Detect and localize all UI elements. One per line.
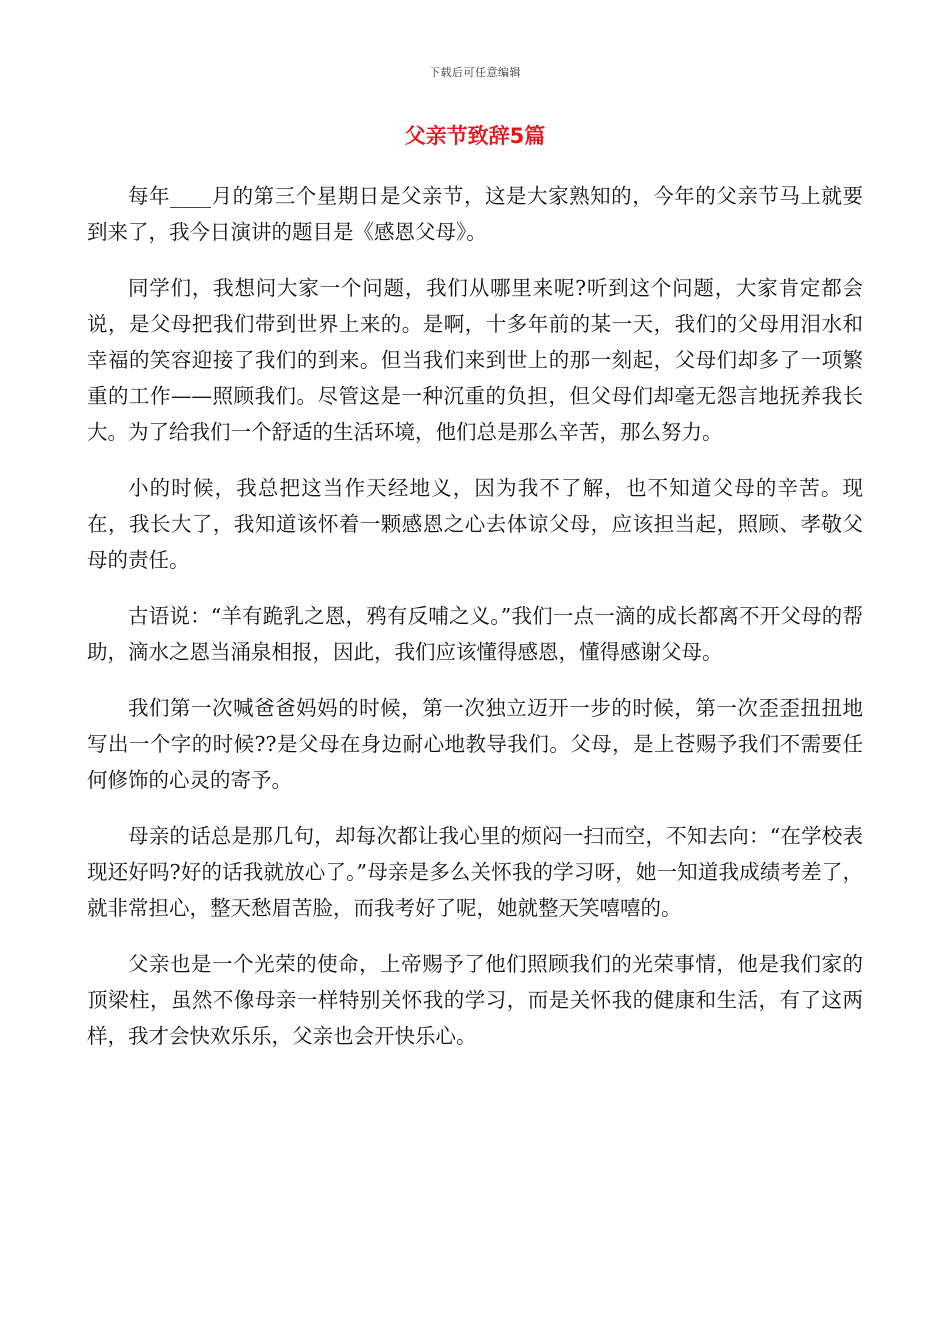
paragraph: 我们第一次喊爸爸妈妈的时候，第一次独立迈开一步的时候，第一次歪歪扭扭地写出一个字的时候??是父母在身边耐心地教导我们。父母，是上苍赐予我们不需要任何修饰的心灵的寄予。 — [87, 696, 863, 792]
header-note: 下载后可任意编辑 — [429, 66, 521, 79]
paragraph: 每年____月的第三个星期日是父亲节，这是大家熟知的，今年的父亲节马上就要到来了，我今日演讲的题目是《感恩父母》。 — [87, 184, 863, 244]
paragraph: 小的时候，我总把这当作天经地义，因为我不了解，也不知道父母的辛苦。现在，我长大了，我知道该怀着一颗感恩之心去体谅父母，应该担当起，照顾、孝敬父母的责任。 — [87, 476, 863, 572]
document-title: 父亲节致辞5篇 — [404, 124, 546, 148]
paragraph: 古语说：“羊有跪乳之恩，鸦有反哺之义。”我们一点一滴的成长都离不开父母的帮助，滴水之恩当涌泉相报，因此，我们应该懂得感恩，懂得感谢父母。 — [87, 604, 863, 664]
paragraph: 母亲的话总是那几句，却每次都让我心里的烦闷一扫而空，不知去向：“在学校表现还好吗?好的话我就放心了。”母亲是多么关怀我的学习呀，她一知道我成绩考差了，就非常担心，整天愁眉苦脸，而我考好了呢，她就整天笑嘻嘻的。 — [87, 824, 863, 920]
paragraph: 同学们，我想问大家一个问题，我们从哪里来呢?听到这个问题，大家肯定都会说，是父母把我们带到世界上来的。是啊，十多年前的某一天，我们的父母用泪水和幸福的笑容迎接了我们的到来。但当我们来到世上的那一刻起，父母们却多了一项繁重的工作——照顾我们。尽管这是一种沉重的负担，但父母们却毫无怨言地抚养我长大。为了给我们一个舒适的生活环境，他们总是那么辛苦，那么努力。 — [87, 276, 863, 444]
paragraph: 父亲也是一个光荣的使命，上帝赐予了他们照顾我们的光荣事情，他是我们家的顶梁柱，虽然不像母亲一样特别关怀我的学习，而是关怀我的健康和生活，有了这两样，我才会快欢乐乐，父亲也会开快乐心。 — [87, 952, 863, 1048]
document-body — [87, 178, 863, 1074]
